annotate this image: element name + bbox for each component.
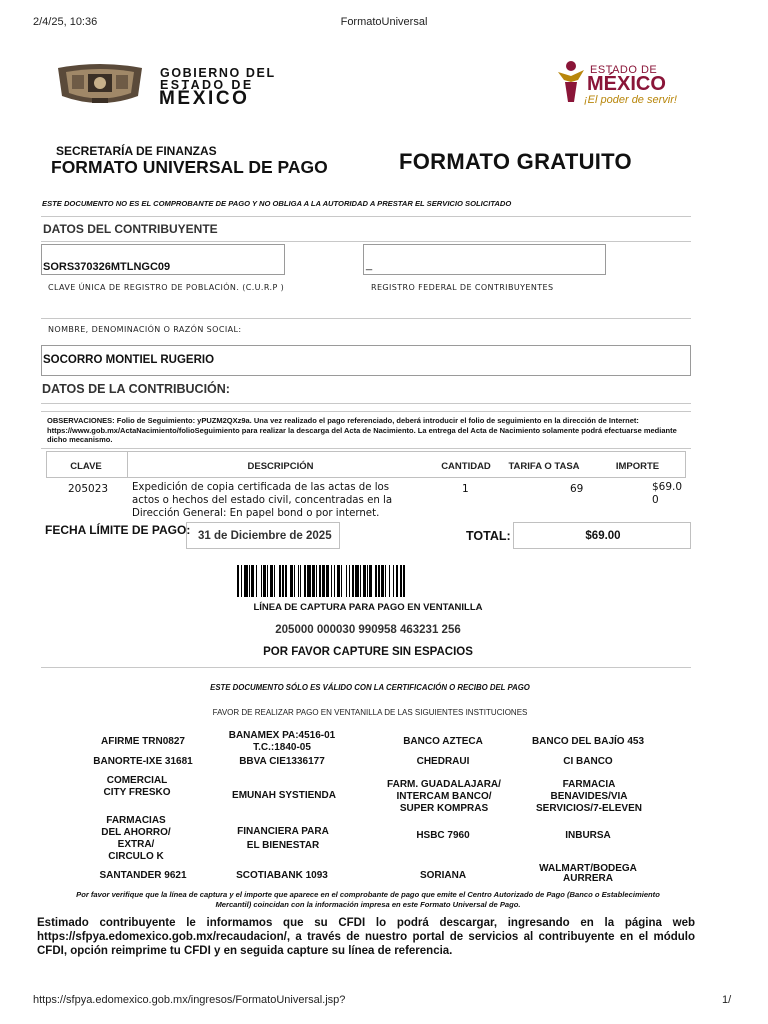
gov-coat-of-arms-icon [48, 62, 152, 108]
secretaria-label: SECRETARÍA DE FINANZAS [56, 144, 217, 158]
linea-captura-label: LÍNEA DE CAPTURA PARA PAGO EN VENTANILLA [253, 602, 483, 613]
disclaimer-text: ESTE DOCUMENTO NO ES EL COMPROBANTE DE PAGO Y NO OBLIGA A LA AUTORIDAD A PRESTAR EL SERVICIO SOLICITADO [42, 199, 512, 208]
institution-item: SORIANA [419, 870, 467, 881]
observaciones-text: OBSERVACIONES: Folio de Seguimiento: yPUZM2QXz9a. Una vez realizado el pago referenciado, deberá introducir el folio de seguimiento en la dirección de Internet: https://www.gob.mx/ActaNacimiento/folioSeguimiento para realizar la descarga del Acta de Nacimiento. La entrega del Acta de Nacimiento solamente podrá efectuarse mediante dicho mecanismo. [47, 416, 677, 445]
total-field [513, 522, 691, 549]
gov-logo-line2: ESTADO DE [160, 78, 254, 92]
institution-item: AFIRME TRN0827 [101, 736, 185, 747]
gov-logo-line1: GOBIERNO DEL [160, 66, 276, 80]
cfdi-notice: Estimado contribuyente le informamos que su CFDI lo podrá descargar, ingresando en la página web https://sfpya.edomexico.gob.mx/recaudacion/, a través de nuestro portal de servicios al contribuyente en el módulo CFDI, opción reimprime tu CFDI y en seguida capture su línea de referencia. [37, 917, 695, 957]
divider [41, 216, 691, 217]
institution-item: FINANCIERA PARA EL BIENESTAR [237, 826, 329, 851]
edomex-logo-line1: ESTADO DE [590, 64, 658, 76]
contribucion-section-title: DATOS DE LA CONTRIBUCIÓN: [42, 382, 230, 396]
institution-item: HSBC 7960 [416, 830, 470, 841]
th-cantidad: CANTIDAD [441, 461, 491, 472]
curp-value: SORS370326MTLNGC09 [43, 261, 171, 273]
instituciones-title: FAVOR DE REALIZAR PAGO EN VENTANILLA DE LAS SIGUIENTES INSTITUCIONES [212, 708, 528, 717]
institution-item: BBVA CIE1336177 [239, 756, 325, 767]
row-cantidad: 1 [462, 483, 469, 495]
sin-espacios-note: POR FAVOR CAPTURE SIN ESPACIOS [263, 646, 473, 658]
nombre-label: NOMBRE, DENOMINACIÓN O RAZÓN SOCIAL: [48, 325, 242, 334]
institution-item: INBURSA [565, 830, 611, 841]
rfc-field [363, 244, 606, 275]
contribuyente-section-title: DATOS DEL CONTRIBUYENTE [43, 222, 218, 236]
divider [41, 403, 691, 404]
print-page-title: FormatoUniversal [340, 16, 428, 28]
curp-field [41, 244, 285, 275]
institution-item: CI BANCO [563, 756, 613, 767]
print-url: https://sfpya.edomexico.gob.mx/ingresos/FormatoUniversal.jsp? [33, 994, 346, 1006]
edomex-logo-line2: MÉXICO [587, 73, 666, 95]
institution-item: BANORTE-IXE 31681 [93, 756, 193, 767]
print-date: 2/4/25, 10:36 [33, 16, 98, 28]
row-tarifa: 69 [570, 483, 584, 495]
barcode [237, 565, 503, 597]
gov-logo-line3: MÉXICO [159, 88, 250, 109]
divider [41, 667, 691, 668]
institution-item: SANTANDER 9621 [99, 870, 187, 881]
institution-item: WALMART/BODEGA AURRERA [539, 863, 637, 884]
total-value: $69.00 [585, 530, 621, 542]
institution-item: EMUNAH SYSTIENDA [232, 790, 336, 801]
formato-gratuito-title: FORMATO GRATUITO [399, 149, 632, 174]
validez-note: ESTE DOCUMENTO SÓLO ES VÁLIDO CON LA CERTIFICACIÓN O RECIBO DEL PAGO [210, 683, 530, 692]
th-importe: IMPORTE [615, 461, 660, 472]
fecha-limite-label: FECHA LÍMITE DE PAGO: [45, 523, 191, 537]
divider [41, 241, 691, 242]
row-importe: $69.0 0 [652, 481, 683, 506]
institution-item: BANCO DEL BAJÍO 453 [531, 736, 645, 747]
verificar-note: Por favor verifique que la línea de captura y el importe que aparece en el comprobante de pago que emite el Centro Autorizado de Pago (Banco o Establecimiento Mercantil) coincidan con la información impresa en este Formato Universal de Pago. [76, 890, 660, 909]
institution-item: CHEDRAUI [416, 756, 470, 767]
fecha-limite-value: 31 de Diciembre de 2025 [198, 530, 332, 542]
divider [41, 448, 691, 449]
institution-item: FARM. GUADALAJARA/ INTERCAM BANCO/ SUPER KOMPRAS [387, 779, 501, 814]
row-descripcion: Expedición de copia certificada de las actas de los actos o hechos del estado civil, concentradas en la Dirección General: En papel bond o por internet. [132, 482, 393, 519]
th-descripcion: DESCRIPCIÓN [247, 461, 314, 472]
formato-universal-title: FORMATO UNIVERSAL DE PAGO [51, 157, 328, 177]
divider [41, 318, 691, 319]
print-page-number: 1/ [722, 994, 732, 1006]
institution-item: COMERCIAL CITY FRESKO [103, 775, 171, 798]
institution-item: FARMACIAS DEL AHORRO/ EXTRA/ CIRCULO K [101, 815, 171, 862]
row-clave: 205023 [68, 483, 109, 495]
institution-item: SCOTIABANK 1093 [236, 870, 328, 881]
rfc-label: REGISTRO FEDERAL DE CONTRIBUYENTES [371, 283, 554, 292]
edomex-figure-icon [556, 58, 586, 106]
th-tarifa: TARIFA O TASA [508, 461, 580, 472]
fecha-limite-field [186, 522, 340, 549]
nombre-value: SOCORRO MONTIEL RUGERIO [43, 354, 215, 366]
total-label: TOTAL: [466, 529, 511, 543]
rfc-value: _ [366, 259, 373, 271]
th-clave: CLAVE [70, 461, 102, 472]
curp-label: CLAVE ÚNICA DE REGISTRO DE POBLACIÓN. (C.U.R.P ) [48, 283, 285, 292]
institution-item: BANAMEX PA:4516-01 T.C.:1840-05 [228, 730, 336, 753]
nombre-field [41, 345, 691, 376]
institution-item: BANCO AZTECA [403, 736, 483, 747]
linea-captura-value: 205000 000030 990958 463231 256 [275, 624, 461, 636]
divider [41, 411, 691, 412]
institution-item: FARMACIA BENAVIDES/VIA SERVICIOS/7-ELEVEN [536, 779, 642, 814]
edomex-slogan: ¡El poder de servir! [584, 94, 677, 106]
